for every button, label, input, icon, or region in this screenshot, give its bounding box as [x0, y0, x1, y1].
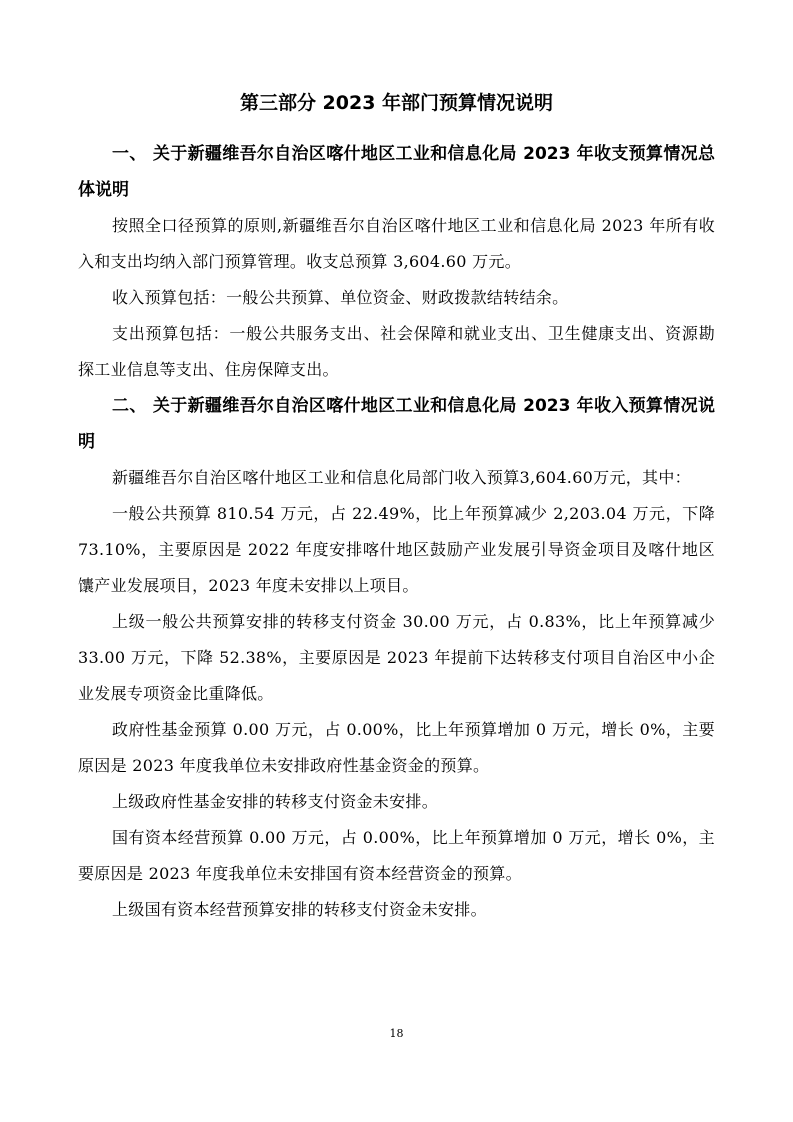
section-1-heading: 一、 关于新疆维吾尔自治区喀什地区工业和信息化局 2023 年收支预算情况总体说明: [78, 144, 715, 200]
document-page: [78, 88, 715, 928]
document-title: 第三部分 2023 年部门预算情况说明: [239, 92, 554, 114]
section-2-heading: 二、 关于新疆维吾尔自治区喀什地区工业和信息化局 2023 年收入预算情况说明: [78, 396, 715, 452]
section-1-paragraph-2: 收入预算包括：一般公共预算、单位资金、财政拨款结转结余。: [112, 288, 569, 307]
page-number: 18: [389, 1027, 404, 1040]
section-2-paragraph-7: 上级国有资本经营预算安排的转移支付资金未安排。: [112, 900, 487, 919]
section-2-paragraph-6: 国有资本经营预算 0.00 万元，占 0.00%，比上年预算增加 0 万元，增长 0%，主要原因是 2023 年度我单位未安排国有资本经营资金的预算。: [78, 828, 715, 883]
section-2-paragraph-1: 新疆维吾尔自治区喀什地区工业和信息化局部门收入预算3,604.60万元，其中：: [112, 468, 691, 487]
section-2-paragraph-5: 上级政府性基金安排的转移支付资金未安排。: [112, 792, 439, 811]
section-2-paragraph-3: 上级一般公共预算安排的转移支付资金 30.00 万元，占 0.83%，比上年预算减少 33.00 万元，下降 52.38%，主要原因是 2023 年提前下达转移支付项目自治区中小企业发展专项资金比重降低。: [78, 612, 715, 703]
section-2-paragraph-4: 政府性基金预算 0.00 万元，占 0.00%，比上年预算增加 0 万元，增长 0%，主要原因是 2023 年度我单位未安排政府性基金资金的预算。: [78, 720, 715, 775]
section-2-paragraph-2: 一般公共预算 810.54 万元，占 22.49%，比上年预算减少 2,203.04 万元，下降 73.10%，主要原因是 2022 年度安排喀什地区鼓励产业发展引导资金项目及喀什地区馕产业发展项目，2023 年度未安排以上项目。: [78, 504, 715, 595]
section-1-paragraph-3: 支出预算包括：一般公共服务支出、社会保障和就业支出、卫生健康支出、资源勘探工业信息等支出、住房保障支出。: [78, 324, 715, 379]
section-1-paragraph-1: 按照全口径预算的原则,新疆维吾尔自治区喀什地区工业和信息化局 2023 年所有收入和支出均纳入部门预算管理。收支总预算 3,604.60 万元。: [78, 216, 715, 271]
